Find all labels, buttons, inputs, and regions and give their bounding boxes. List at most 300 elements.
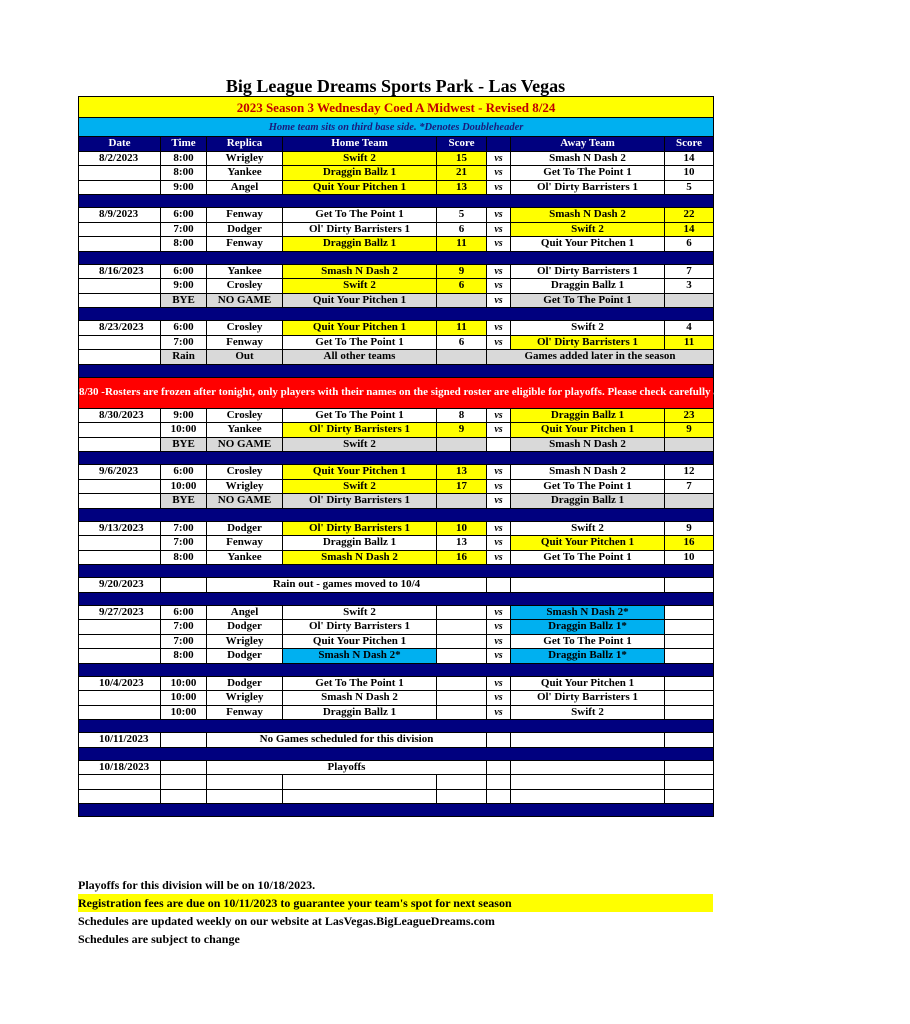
game-field: Fenway: [207, 705, 283, 720]
home-score: [437, 605, 487, 620]
game-time: 8:00: [161, 237, 207, 252]
away-score: [665, 649, 714, 664]
away-team: Ol' Dirty Barristers 1: [511, 180, 665, 195]
header-away-score: Score: [665, 137, 714, 152]
game-row: [79, 423, 714, 438]
game-date: [79, 293, 161, 308]
away-score: 12: [665, 465, 714, 480]
game-time: Rain: [161, 350, 207, 365]
blank-cell: [79, 775, 161, 790]
home-team: Quit Your Pitchen 1: [283, 465, 437, 480]
away-score: 7: [665, 264, 714, 279]
home-team: Smash N Dash 2: [283, 264, 437, 279]
game-date: 9/27/2023: [79, 605, 161, 620]
time-cell: [161, 578, 207, 593]
away-team: Swift 2: [511, 222, 665, 237]
website-note: Schedules are updated weekly on our website at LasVegas.BigLeagueDreams.com: [78, 914, 495, 928]
game-field: Wrigley: [207, 151, 283, 166]
home-team: Ol' Dirty Barristers 1: [283, 222, 437, 237]
game-date: [79, 634, 161, 649]
away-team: Draggin Ballz 1: [511, 494, 665, 509]
vs-label: vs: [487, 676, 511, 691]
home-score: [437, 634, 487, 649]
home-score: 21: [437, 166, 487, 181]
away-score: 11: [665, 335, 714, 350]
away-score: 9: [665, 521, 714, 536]
game-row: [79, 151, 714, 166]
home-team: Smash N Dash 2*: [283, 649, 437, 664]
blank-cell: [207, 789, 283, 804]
vs-label: vs: [487, 335, 511, 350]
game-date: [79, 335, 161, 350]
page-title: Big League Dreams Sports Park - Las Vegas: [225, 76, 566, 96]
separator-row: [79, 251, 714, 264]
game-date: 8/9/2023: [79, 208, 161, 223]
vs-label: [487, 437, 511, 452]
note-row: [79, 118, 714, 137]
home-team: Quit Your Pitchen 1: [283, 321, 437, 336]
game-time: 10:00: [161, 676, 207, 691]
away-team: Swift 2: [511, 321, 665, 336]
away-score: [665, 705, 714, 720]
message-row: [79, 733, 714, 748]
game-row: [79, 408, 714, 423]
home-team: Smash N Dash 2: [283, 691, 437, 706]
home-score: 6: [437, 279, 487, 294]
game-time: 6:00: [161, 208, 207, 223]
away-score: 9: [665, 423, 714, 438]
vs-label: vs: [487, 408, 511, 423]
home-score: 9: [437, 423, 487, 438]
message-row: [79, 760, 714, 775]
separator-row: [79, 663, 714, 676]
away-team: Get To The Point 1: [511, 550, 665, 565]
game-date: 8/2/2023: [79, 151, 161, 166]
away-score: 10: [665, 166, 714, 181]
home-team: Quit Your Pitchen 1: [283, 180, 437, 195]
game-date: 9/6/2023: [79, 465, 161, 480]
vs-label: vs: [487, 180, 511, 195]
game-field: Crosley: [207, 465, 283, 480]
away-score: 7: [665, 479, 714, 494]
game-row: [79, 293, 714, 308]
game-time: 6:00: [161, 605, 207, 620]
game-date: [79, 237, 161, 252]
vs-label: vs: [487, 521, 511, 536]
game-row: [79, 237, 714, 252]
blank-cell: [437, 775, 487, 790]
home-score: [437, 293, 487, 308]
away-score: [665, 293, 714, 308]
home-score: [437, 705, 487, 720]
vs-label: vs: [487, 151, 511, 166]
game-field: Dodger: [207, 649, 283, 664]
separator-cell: [79, 452, 714, 465]
game-field: Dodger: [207, 676, 283, 691]
game-time: 9:00: [161, 180, 207, 195]
game-field: Crosley: [207, 321, 283, 336]
home-team: Swift 2: [283, 479, 437, 494]
home-team: Quit Your Pitchen 1: [283, 634, 437, 649]
home-score: [437, 494, 487, 509]
away-team: Smash N Dash 2: [511, 208, 665, 223]
game-time: 8:00: [161, 649, 207, 664]
away-score: [665, 605, 714, 620]
home-team-note: Home team sits on third base side. *Denotes Doubleheader: [79, 118, 714, 137]
away-score: [665, 760, 714, 775]
vs-label: vs: [487, 237, 511, 252]
separator-cell: [79, 565, 714, 578]
game-date: 10/18/2023: [79, 760, 161, 775]
vs-label: vs: [487, 705, 511, 720]
away-score: [665, 733, 714, 748]
home-score: 13: [437, 536, 487, 551]
game-date: [79, 705, 161, 720]
game-row: [79, 536, 714, 551]
blank-cell: [511, 789, 665, 804]
vs-label: vs: [487, 620, 511, 635]
game-row: [79, 676, 714, 691]
home-team: Ol' Dirty Barristers 1: [283, 620, 437, 635]
header-home-team: Home Team: [283, 137, 437, 152]
game-field: Crosley: [207, 408, 283, 423]
vs-label: vs: [487, 279, 511, 294]
game-row: [79, 550, 714, 565]
game-time: 7:00: [161, 521, 207, 536]
away-score: 4: [665, 321, 714, 336]
vs-label: vs: [487, 321, 511, 336]
away-score: 23: [665, 408, 714, 423]
away-team: Swift 2: [511, 705, 665, 720]
game-date: [79, 180, 161, 195]
separator-cell: [79, 663, 714, 676]
home-score: [437, 676, 487, 691]
game-row: [79, 166, 714, 181]
home-team: Ol' Dirty Barristers 1: [283, 521, 437, 536]
game-date: [79, 279, 161, 294]
schedule-message: No Games scheduled for this division: [207, 733, 487, 748]
home-team: Get To The Point 1: [283, 408, 437, 423]
game-date: 10/4/2023: [79, 676, 161, 691]
vs-label: vs: [487, 479, 511, 494]
vs-cell: [487, 760, 511, 775]
game-row: [79, 649, 714, 664]
game-time: 10:00: [161, 479, 207, 494]
separator-row: [79, 720, 714, 733]
home-score: 16: [437, 550, 487, 565]
blank-cell: [487, 775, 511, 790]
blank-cell: [437, 789, 487, 804]
vs-label: vs: [487, 208, 511, 223]
vs-cell: [487, 578, 511, 593]
vs-label: vs: [487, 465, 511, 480]
header-away-team: Away Team: [511, 137, 665, 152]
home-score: 6: [437, 335, 487, 350]
home-score: 9: [437, 264, 487, 279]
game-row: [79, 180, 714, 195]
separator-cell: [79, 720, 714, 733]
game-time: 10:00: [161, 691, 207, 706]
game-field: Yankee: [207, 550, 283, 565]
game-row: [79, 620, 714, 635]
game-time: BYE: [161, 437, 207, 452]
game-field: Dodger: [207, 620, 283, 635]
home-team: Draggin Ballz 1: [283, 237, 437, 252]
game-row: [79, 279, 714, 294]
away-team: Ol' Dirty Barristers 1: [511, 264, 665, 279]
home-team: Get To The Point 1: [283, 676, 437, 691]
away-team: Smash N Dash 2: [511, 437, 665, 452]
game-field: Angel: [207, 605, 283, 620]
game-field: NO GAME: [207, 437, 283, 452]
away-team: Get To The Point 1: [511, 479, 665, 494]
separator-cell: [79, 592, 714, 605]
vs-label: vs: [487, 264, 511, 279]
game-field: NO GAME: [207, 494, 283, 509]
away-score: 3: [665, 279, 714, 294]
subtitle-row: [79, 97, 714, 118]
home-score: [437, 350, 487, 365]
home-score: 5: [437, 208, 487, 223]
separator-row: [79, 452, 714, 465]
registration-note: Registration fees are due on 10/11/2023 to guarantee your team's spot for next season: [78, 894, 713, 912]
blank-cell: [207, 775, 283, 790]
home-team: Ol' Dirty Barristers 1: [283, 494, 437, 509]
game-field: Yankee: [207, 423, 283, 438]
game-date: 8/30/2023: [79, 408, 161, 423]
game-field: Wrigley: [207, 634, 283, 649]
playoffs-note: Playoffs for this division will be on 10/18/2023.: [78, 878, 316, 892]
message-row: [79, 578, 714, 593]
away-score: 16: [665, 536, 714, 551]
game-row: [79, 691, 714, 706]
away-team: Get To The Point 1: [511, 293, 665, 308]
home-team: Get To The Point 1: [283, 208, 437, 223]
home-score: [437, 691, 487, 706]
separator-row: [79, 565, 714, 578]
away-team: Quit Your Pitchen 1: [511, 536, 665, 551]
home-score: 11: [437, 237, 487, 252]
game-row: [79, 605, 714, 620]
time-cell: [161, 733, 207, 748]
game-time: 7:00: [161, 335, 207, 350]
away-team: Ol' Dirty Barristers 1: [511, 691, 665, 706]
game-time: BYE: [161, 293, 207, 308]
separator-cell: [79, 251, 714, 264]
game-field: Wrigley: [207, 479, 283, 494]
game-field: Yankee: [207, 166, 283, 181]
game-time: 10:00: [161, 705, 207, 720]
separator-row: [79, 308, 714, 321]
separator-cell: [79, 804, 714, 817]
game-field: Dodger: [207, 521, 283, 536]
game-date: 8/23/2023: [79, 321, 161, 336]
game-time: 8:00: [161, 166, 207, 181]
away-cell: [511, 760, 665, 775]
game-field: Fenway: [207, 536, 283, 551]
game-field: Crosley: [207, 279, 283, 294]
roster-alert-row: [79, 377, 714, 408]
game-time: 10:00: [161, 423, 207, 438]
away-score: 14: [665, 151, 714, 166]
header-time: Time: [161, 137, 207, 152]
vs-label: vs: [487, 605, 511, 620]
away-score: 6: [665, 237, 714, 252]
game-date: [79, 691, 161, 706]
home-team: Smash N Dash 2: [283, 550, 437, 565]
game-row: [79, 494, 714, 509]
away-team: Quit Your Pitchen 1: [511, 237, 665, 252]
separator-cell: [79, 747, 714, 760]
home-team: Draggin Ballz 1: [283, 705, 437, 720]
away-score: [665, 620, 714, 635]
game-time: 7:00: [161, 634, 207, 649]
game-date: 10/11/2023: [79, 733, 161, 748]
schedule-message: Rain out - games moved to 10/4: [207, 578, 487, 593]
home-team: Get To The Point 1: [283, 335, 437, 350]
away-score: [665, 437, 714, 452]
game-date: [79, 437, 161, 452]
separator-row: [79, 592, 714, 605]
separator-cell: [79, 195, 714, 208]
game-date: [79, 222, 161, 237]
blank-cell: [161, 775, 207, 790]
game-time: 7:00: [161, 222, 207, 237]
blank-cell: [487, 789, 511, 804]
away-team: Smash N Dash 2: [511, 151, 665, 166]
home-team: Swift 2: [283, 151, 437, 166]
game-time: 8:00: [161, 151, 207, 166]
away-score: 10: [665, 550, 714, 565]
game-time: 6:00: [161, 321, 207, 336]
home-score: 15: [437, 151, 487, 166]
game-date: [79, 494, 161, 509]
header-home-score: Score: [437, 137, 487, 152]
away-team: Quit Your Pitchen 1: [511, 423, 665, 438]
home-score: [437, 437, 487, 452]
separator-cell: [79, 364, 714, 377]
game-field: Fenway: [207, 335, 283, 350]
game-row: [79, 350, 714, 365]
game-date: 9/13/2023: [79, 521, 161, 536]
game-row: [79, 335, 714, 350]
header-date: Date: [79, 137, 161, 152]
separator-cell: [79, 508, 714, 521]
blank-cell: [79, 789, 161, 804]
separator-row: [79, 747, 714, 760]
header-vs: [487, 137, 511, 152]
vs-label: vs: [487, 423, 511, 438]
game-time: 7:00: [161, 536, 207, 551]
game-date: 9/20/2023: [79, 578, 161, 593]
vs-label: vs: [487, 222, 511, 237]
home-score: 13: [437, 180, 487, 195]
game-field: Angel: [207, 180, 283, 195]
game-date: [79, 536, 161, 551]
away-score: [665, 676, 714, 691]
home-team: Draggin Ballz 1: [283, 166, 437, 181]
separator-cell: [79, 308, 714, 321]
away-team: Smash N Dash 2: [511, 465, 665, 480]
home-team: Swift 2: [283, 605, 437, 620]
game-row: [79, 437, 714, 452]
blank-cell: [665, 775, 714, 790]
away-team: Draggin Ballz 1*: [511, 649, 665, 664]
vs-label: vs: [487, 494, 511, 509]
away-score: [665, 691, 714, 706]
vs-label: vs: [487, 550, 511, 565]
game-time: 8:00: [161, 550, 207, 565]
vs-label: vs: [487, 166, 511, 181]
rain-out-note: Games added later in the season: [487, 350, 714, 365]
game-date: [79, 550, 161, 565]
blank-cell: [511, 775, 665, 790]
schedule-message: Playoffs: [207, 760, 487, 775]
vs-label: vs: [487, 536, 511, 551]
game-time: 9:00: [161, 279, 207, 294]
game-date: [79, 479, 161, 494]
game-date: [79, 620, 161, 635]
game-field: NO GAME: [207, 293, 283, 308]
game-date: [79, 649, 161, 664]
game-row: [79, 705, 714, 720]
game-time: 9:00: [161, 408, 207, 423]
game-time: BYE: [161, 494, 207, 509]
game-date: [79, 350, 161, 365]
game-date: 8/16/2023: [79, 264, 161, 279]
home-score: 10: [437, 521, 487, 536]
game-field: Dodger: [207, 222, 283, 237]
game-row: [79, 208, 714, 223]
home-team: Swift 2: [283, 279, 437, 294]
change-note: Schedules are subject to change: [78, 932, 240, 946]
away-score: 14: [665, 222, 714, 237]
home-team: Quit Your Pitchen 1: [283, 293, 437, 308]
home-score: 8: [437, 408, 487, 423]
home-score: [437, 649, 487, 664]
schedule-table: [78, 96, 910, 817]
game-field: Fenway: [207, 208, 283, 223]
away-score: [665, 634, 714, 649]
away-team: Get To The Point 1: [511, 634, 665, 649]
vs-label: vs: [487, 691, 511, 706]
separator-row: [79, 508, 714, 521]
home-score: 11: [437, 321, 487, 336]
vs-label: vs: [487, 649, 511, 664]
vs-label: vs: [487, 634, 511, 649]
home-score: 6: [437, 222, 487, 237]
game-time: 6:00: [161, 264, 207, 279]
home-team: All other teams: [283, 350, 437, 365]
home-score: 13: [437, 465, 487, 480]
away-team: Draggin Ballz 1: [511, 279, 665, 294]
game-field: Wrigley: [207, 691, 283, 706]
away-team: Get To The Point 1: [511, 166, 665, 181]
game-row: [79, 465, 714, 480]
header-row: [79, 137, 714, 152]
game-row: [79, 321, 714, 336]
time-cell: [161, 760, 207, 775]
blank-cell: [283, 775, 437, 790]
game-time: 7:00: [161, 620, 207, 635]
game-row: [79, 222, 714, 237]
away-team: Swift 2: [511, 521, 665, 536]
home-score: 17: [437, 479, 487, 494]
game-row: [79, 264, 714, 279]
blank-cell: [283, 789, 437, 804]
game-row: [79, 521, 714, 536]
header-replica: Replica: [207, 137, 283, 152]
